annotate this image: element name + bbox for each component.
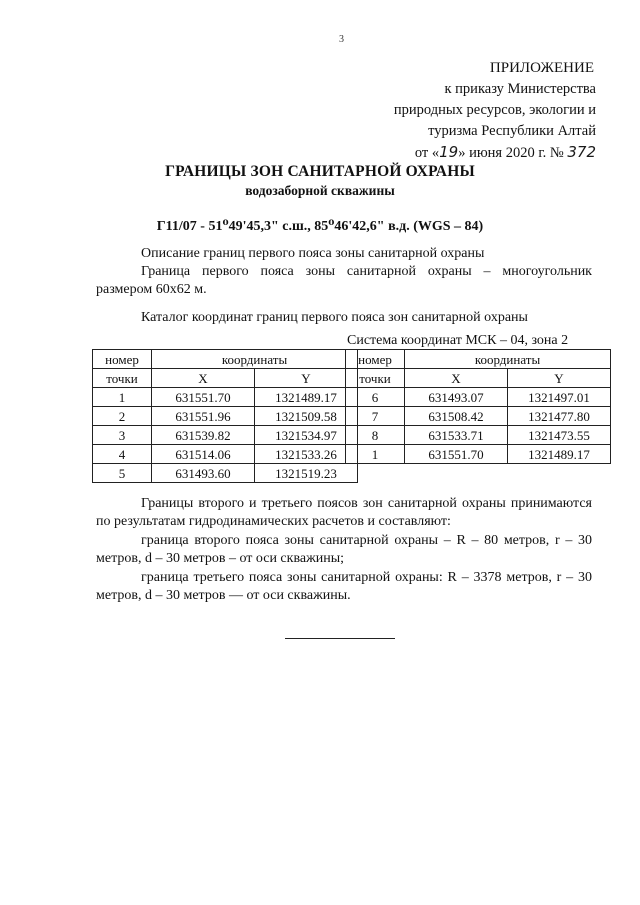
header-point-number-2: точки bbox=[346, 369, 405, 388]
zone2-boundary: граница второго пояса зоны санитарной охраны – R – 80 метров, r – 30 метров, d – 30 метров – от оси скважины; bbox=[96, 533, 592, 566]
catalog-heading: Каталог координат границ первого пояса зон санитарной охраны bbox=[141, 310, 528, 325]
table-row bbox=[93, 388, 358, 407]
point-number: 2 bbox=[93, 407, 152, 426]
point-number: 6 bbox=[346, 388, 405, 407]
header-x: X bbox=[405, 369, 508, 388]
header-coordinates: координаты bbox=[405, 350, 611, 369]
header-coordinates: координаты bbox=[152, 350, 358, 369]
coord-x: 631551.70 bbox=[152, 388, 255, 407]
coord-x: 631514.06 bbox=[152, 445, 255, 464]
document-title: ГРАНИЦЫ ЗОН САНИТАРНОЙ ОХРАНЫ bbox=[165, 163, 475, 180]
coordinates-table-left bbox=[92, 349, 358, 483]
header-point-number: номер bbox=[93, 350, 152, 369]
point-number: 1 bbox=[93, 388, 152, 407]
coord-y: 1321489.17 bbox=[508, 445, 611, 464]
point-number: 4 bbox=[93, 445, 152, 464]
coord-y: 1321519.23 bbox=[255, 464, 358, 483]
appendix-line-region: туризма Республики Алтай bbox=[428, 123, 596, 139]
date-suffix: » июня 2020 г. № bbox=[458, 145, 564, 161]
coord-x: 631493.60 bbox=[152, 464, 255, 483]
document-subtitle: водозаборной скважины bbox=[245, 183, 395, 198]
header-point-number-2: точки bbox=[93, 369, 152, 388]
table-row bbox=[346, 388, 611, 407]
appendix-date-line bbox=[276, 142, 596, 164]
coord-x: 631551.70 bbox=[405, 445, 508, 464]
table-row bbox=[93, 407, 358, 426]
coordinate-system-label: Система координат МСК – 04, зона 2 bbox=[347, 333, 569, 348]
table-row bbox=[346, 426, 611, 445]
closing-divider bbox=[285, 638, 395, 639]
table-row bbox=[93, 464, 358, 483]
table-row bbox=[93, 445, 358, 464]
appendix-title: ПРИЛОЖЕНИЕ bbox=[489, 60, 594, 76]
header-point-number: номер bbox=[346, 350, 405, 369]
header-y: Y bbox=[508, 369, 611, 388]
page-number: 3 bbox=[339, 34, 344, 45]
zone1-description: Граница первого пояса зоны санитарной охраны – многоугольник размером 60х62 м. bbox=[96, 264, 592, 297]
coord-x: 631508.42 bbox=[405, 407, 508, 426]
point-number: 8 bbox=[346, 426, 405, 445]
coord-x: 631533.71 bbox=[405, 426, 508, 445]
table-row bbox=[346, 445, 611, 464]
handwritten-day: 19 bbox=[439, 143, 459, 161]
coord-y: 1321497.01 bbox=[508, 388, 611, 407]
coord-x: 631539.82 bbox=[152, 426, 255, 445]
point-number: 1 bbox=[346, 445, 405, 464]
well-coordinates: Г11/07 - 51⁰49'45,3" с.ш., 85⁰46'42,6" в.д. (WGS – 84) bbox=[156, 219, 484, 234]
coord-y: 1321533.26 bbox=[255, 445, 358, 464]
zones23-intro: Границы второго и третьего поясов зон санитарной охраны принимаются по результатам гидродинамических расчетов и составляют: bbox=[96, 496, 592, 529]
table-row bbox=[346, 407, 611, 426]
coordinates-table-right bbox=[345, 349, 611, 464]
header-x: X bbox=[152, 369, 255, 388]
table-row bbox=[93, 426, 358, 445]
coord-y: 1321534.97 bbox=[255, 426, 358, 445]
appendix-line-order: к приказу Министерства bbox=[444, 81, 596, 97]
coord-y: 1321509.58 bbox=[255, 407, 358, 426]
date-prefix: от « bbox=[414, 145, 440, 161]
coord-y: 1321489.17 bbox=[255, 388, 358, 407]
coord-x: 631493.07 bbox=[405, 388, 508, 407]
zone1-heading: Описание границ первого пояса зоны санитарной охраны bbox=[141, 246, 485, 261]
coord-y: 1321477.80 bbox=[508, 407, 611, 426]
point-number: 5 bbox=[93, 464, 152, 483]
appendix-block bbox=[276, 58, 596, 164]
point-number: 3 bbox=[93, 426, 152, 445]
zone3-boundary: граница третьего пояса зоны санитарной охраны: R – 3378 метров, r – 30 метров, d – 30 метров — от оси скважины. bbox=[96, 570, 592, 603]
appendix-line-ministry: природных ресурсов, экологии и bbox=[393, 102, 596, 118]
coord-y: 1321473.55 bbox=[508, 426, 611, 445]
header-y: Y bbox=[255, 369, 358, 388]
coord-x: 631551.96 bbox=[152, 407, 255, 426]
point-number: 7 bbox=[346, 407, 405, 426]
handwritten-order-number: 372 bbox=[567, 143, 596, 161]
